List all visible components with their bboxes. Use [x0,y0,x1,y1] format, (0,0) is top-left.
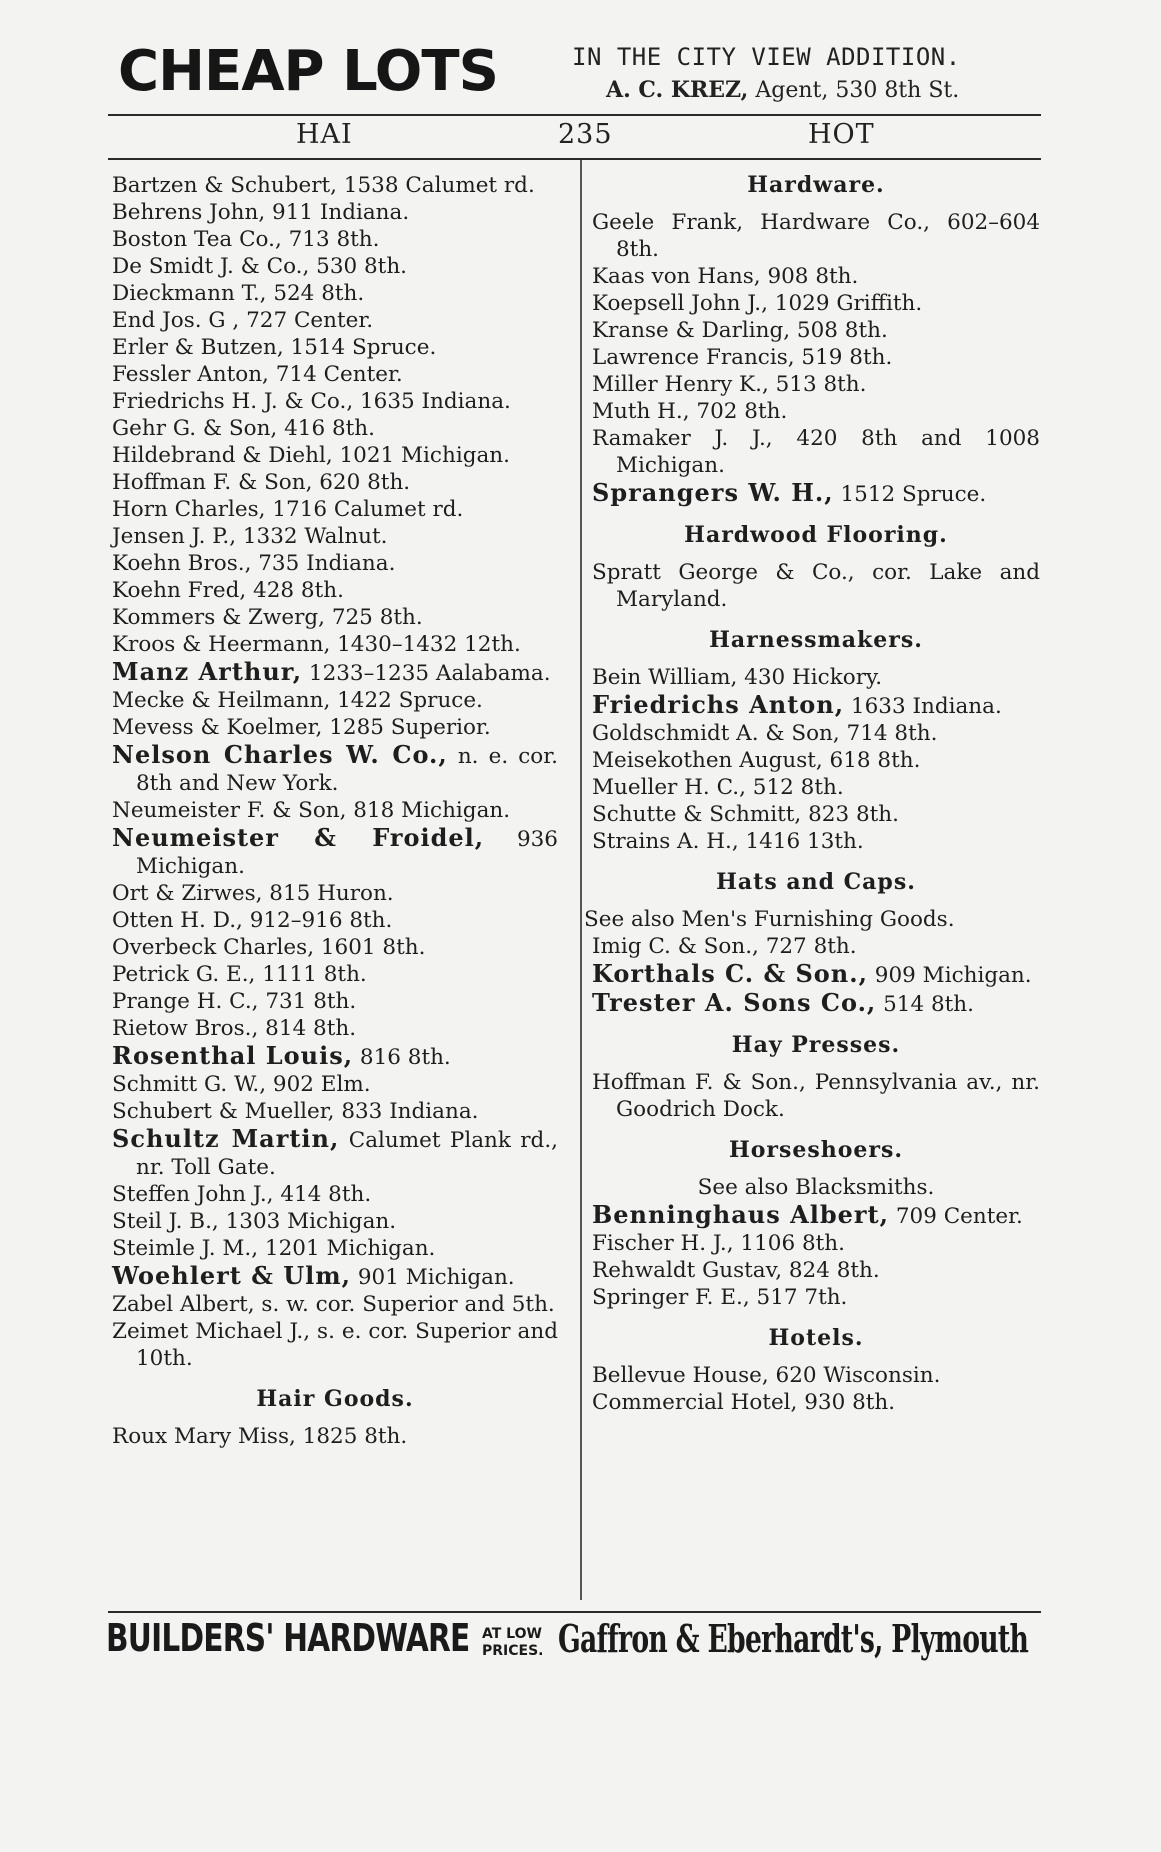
listing-entry: Imig C. & Son., 727 8th. [592,934,857,959]
right-column [584,172,1040,1416]
listing-entry: Goldschmidt A. & Son, 714 8th. [592,721,938,746]
listing-entry: Bellevue House, 620 Wisconsin. [592,1363,941,1388]
listing-entry [592,960,1040,989]
listing-name-bold: Neumeister & Froidel, [112,823,485,852]
footer-ad-headline: BUILDERS' HARDWARE [106,1616,470,1660]
listing-entry: Rehwaldt Gustav, 824 8th. [592,1258,880,1283]
listing-entry: Kroos & Heermann, 1430–1432 12th. [112,632,521,657]
listing-entry: Bein William, 430 Hickory. [592,665,883,690]
cross-reference-note: See also Blacksmiths. [697,1175,935,1200]
listing-name-bold: Rosenthal Louis, [112,1041,354,1070]
listing-name-bold: Manz Arthur, [112,657,303,686]
footer-advertisement [106,1616,1046,1680]
footer-rule [108,1611,1041,1613]
listing-entry: Horn Charles, 1716 Calumet rd. [112,497,464,522]
listing-entry: Muth H., 702 8th. [592,399,788,424]
listing-entry: Lawrence Francis, 519 8th. [592,345,893,370]
listing-address: n. e. cor. 8th and New York. [136,744,558,796]
ad-agent-address: Agent, 530 8th St. [755,78,960,103]
listing-entry: Koehn Fred, 428 8th. [112,578,344,603]
listing-entry: Koehn Bros., 735 Indiana. [112,551,396,576]
listing-entry [112,1042,558,1071]
listing-entry: Boston Tea Co., 713 8th. [112,227,380,252]
listing-entry [112,1262,558,1291]
footer-ad-small-line-2: PRICES. [482,1643,544,1659]
listing-name-bold: Woehlert & Ulm, [112,1261,352,1290]
listing-name-bold: Nelson Charles W. Co., [112,740,448,769]
listing-entry: Kaas von Hans, 908 8th. [592,264,859,289]
listing-entry [592,1201,1040,1230]
listing-address: 1633 Indiana. [844,694,1002,719]
header-advertisement [118,40,1043,106]
section-heading: Horseshoers. [728,1137,904,1163]
listing-entry: Gehr G. & Son, 416 8th. [112,416,375,441]
listing-address: 709 Center. [889,1204,1023,1229]
listing-entry [112,658,558,687]
ad-headline: CHEAP LOTS [118,39,498,104]
listing-name-bold: Trester A. Sons Co., [592,988,877,1017]
listing-entry: Ort & Zirwes, 815 Huron. [112,881,394,906]
listing-entry: Rietow Bros., 814 8th. [112,1016,357,1041]
listing-entry: Steil J. B., 1303 Michigan. [112,1209,397,1234]
listing-entry: End Jos. G , 727 Center. [112,308,374,333]
listing-entry: Neumeister F. & Son, 818 Michigan. [112,798,511,823]
listing-entry: Miller Henry K., 513 8th. [592,372,867,397]
listing-name-bold: Korthals C. & Son., [592,959,868,988]
footer-ad-company: Gaffron & Eberhardt's, Plymouth [558,1616,1029,1661]
listing-entry: Bartzen & Schubert, 1538 Calumet rd. [112,173,535,198]
ad-subline: IN THE CITY VIEW ADDITION. [572,43,961,71]
listing-name-bold: Benninghaus Albert, [592,1200,889,1229]
listing-name-bold: Sprangers W. H., [592,478,834,507]
listing-address: 1512 Spruce. [833,482,987,507]
listing-entry: Kranse & Darling, 508 8th. [592,318,888,343]
footer-ad-small-text [482,1626,544,1660]
section-heading: Hotels. [768,1325,864,1351]
listing-name-bold: Friedrichs Anton, [592,690,845,719]
listing-entry: Steimle J. M., 1201 Michigan. [112,1236,436,1261]
listing-entry: Zeimet Michael J., s. e. cor. Superior and 10th. [112,1319,558,1371]
section-heading: Hay Presses. [731,1032,901,1058]
listing-entry: Mevess & Koelmer, 1285 Superior. [112,715,491,740]
listing-entry: Meisekothen August, 618 8th. [592,748,921,773]
listing-address: 514 8th. [876,992,974,1017]
listing-entry: Springer F. E., 517 7th. [592,1285,848,1310]
listing-entry: Mueller H. C., 512 8th. [592,775,844,800]
listing-entry: Schutte & Schmitt, 823 8th. [592,802,899,827]
listing-entry: Petrick G. E., 1111 8th. [112,962,367,987]
listing-entry: Kommers & Zwerg, 725 8th. [112,605,423,630]
column-divider [580,160,582,1600]
listing-entry [592,691,1040,720]
running-head-left: HAI [296,119,353,150]
listing-entry: Overbeck Charles, 1601 8th. [112,935,426,960]
section-heading: Hair Goods. [256,1386,414,1412]
listing-entry: Hoffman F. & Son, 620 8th. [112,470,411,495]
listing-entry: Schubert & Mueller, 833 Indiana. [112,1099,479,1124]
listing-entry: Zabel Albert, s. w. cor. Superior and 5th. [112,1292,555,1317]
listing-entry: Fessler Anton, 714 Center. [112,362,403,387]
listing-entry: Otten H. D., 912–916 8th. [112,908,393,933]
listing-entry [112,741,558,797]
ad-agent-line [606,76,959,105]
listing-entry: De Smidt J. & Co., 530 8th. [112,254,408,279]
listing-address: 936 Michigan. [136,827,558,879]
listing-entry: Koepsell John J., 1029 Griffith. [592,291,923,316]
listing-entry: Geele Frank, Hardware Co., 602–604 8th. [592,210,1040,262]
cross-reference-note: See also Men's Furnishing Goods. [584,907,955,932]
listing-entry: Friedrichs H. J. & Co., 1635 Indiana. [112,389,511,414]
listing-entry: Strains A. H., 1416 13th. [592,829,864,854]
section-heading: Hardware. [747,172,885,198]
listing-entry: Steffen John J., 414 8th. [112,1182,372,1207]
listing-entry: Mecke & Heilmann, 1422 Spruce. [112,688,483,713]
listing-address: 901 Michigan. [351,1265,515,1290]
listing-entry: Erler & Butzen, 1514 Spruce. [112,335,437,360]
listing-entry: Prange H. C., 731 8th. [112,989,357,1014]
listing-address: 909 Michigan. [867,963,1032,988]
listing-entry: Spratt George & Co., cor. Lake and Maryland. [592,560,1040,612]
footer-ad-small-line-1: AT LOW [482,1626,542,1642]
listing-address: 816 8th. [353,1045,451,1070]
listing-address: 1233–1235 Aalabama. [302,661,551,686]
listing-entry: Hoffman F. & Son., Pennsylvania av., nr. Goodrich Dock. [592,1070,1040,1122]
page-number: 235 [558,119,613,150]
listing-entry: Fischer H. J., 1106 8th. [592,1231,845,1256]
listing-entry [592,479,1040,508]
listing-entry: Commercial Hotel, 930 8th. [592,1390,896,1415]
listing-entry: Schmitt G. W., 902 Elm. [112,1072,371,1097]
listing-entry: Jensen J. P., 1332 Walnut. [112,524,388,549]
listing-entry: Roux Mary Miss, 1825 8th. [112,1424,408,1449]
listing-entry [592,989,1040,1018]
section-heading: Hats and Caps. [716,869,916,895]
listing-entry [112,824,558,880]
listing-entry: Behrens John, 911 Indiana. [112,200,410,225]
listing-entry: Dieckmann T., 524 8th. [112,281,365,306]
ad-agent-name: A. C. KREZ, [606,77,749,103]
running-head-rule [108,158,1041,160]
listing-address: Calumet Plank rd., nr. Toll Gate. [136,1128,558,1180]
header-rule [108,114,1041,116]
listing-name-bold: Schultz Martin, [112,1124,340,1153]
listing-entry: Hildebrand & Diehl, 1021 Michigan. [112,443,510,468]
section-heading: Harnessmakers. [709,627,923,653]
running-head-right: HOT [808,119,875,150]
listing-entry: Ramaker J. J., 420 8th and 1008 Michigan. [592,426,1040,478]
section-heading: Hardwood Flooring. [684,522,948,548]
listing-entry [112,1125,558,1181]
left-column [112,172,558,1450]
